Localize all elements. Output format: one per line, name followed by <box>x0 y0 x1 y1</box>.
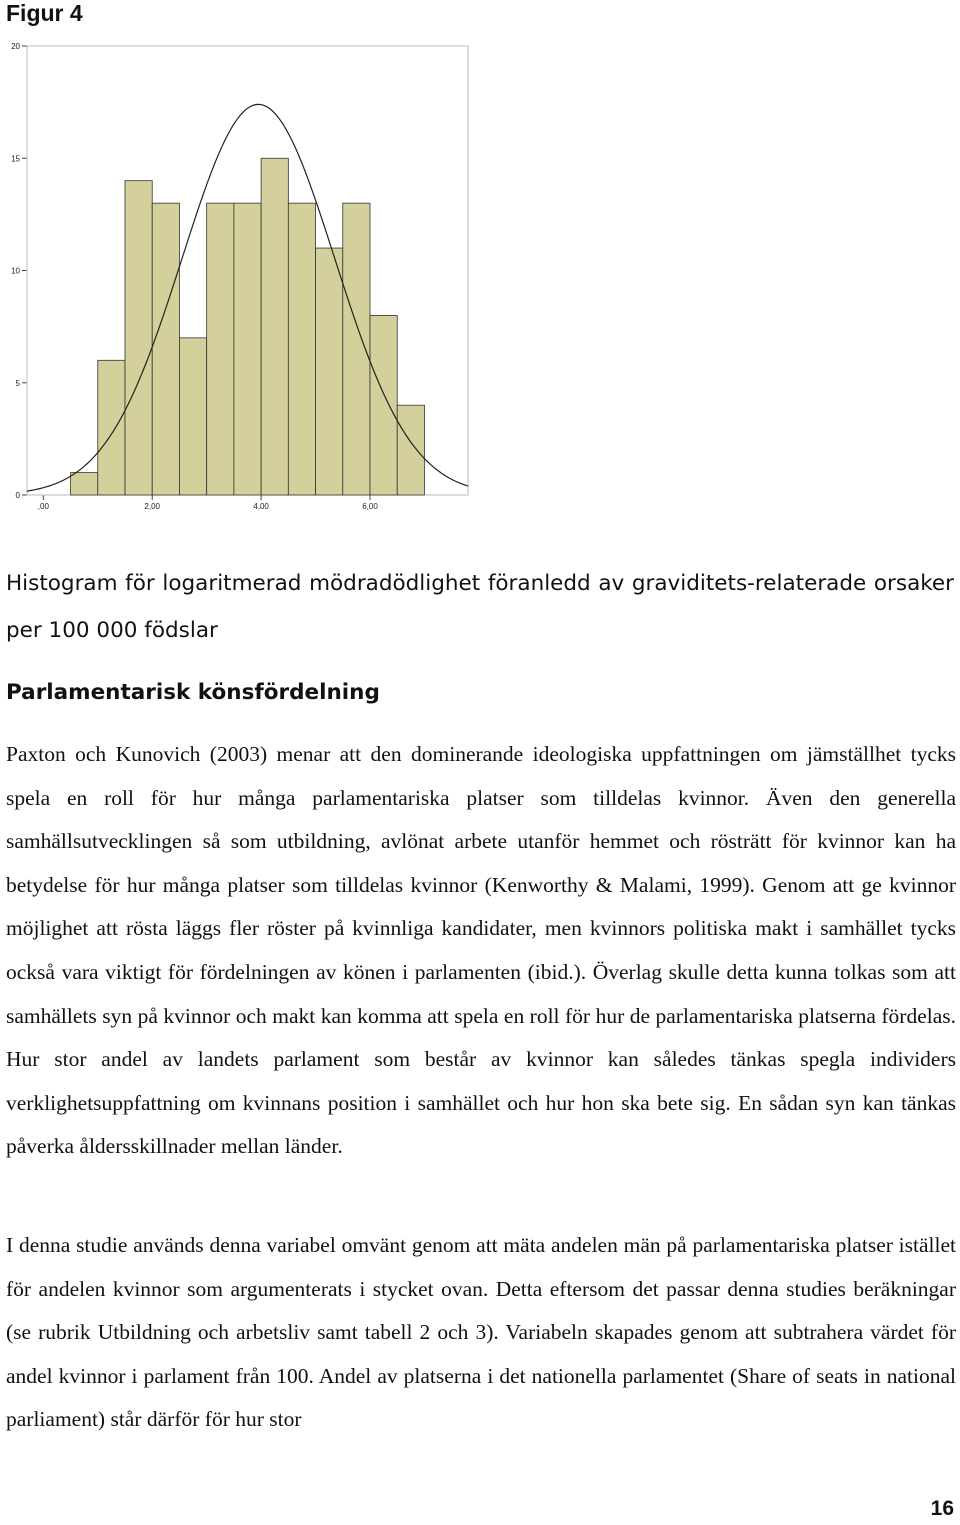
histogram-bar <box>179 338 206 495</box>
y-tick-label: 20 <box>11 42 20 51</box>
histogram-bar <box>370 315 397 495</box>
y-tick-label: 0 <box>15 491 20 500</box>
figure-caption: Histogram för logaritmerad mödradödlighet föranledd av graviditets-relaterade orsaker per 100 000 födslar <box>6 571 954 643</box>
y-tick-label: 10 <box>11 266 20 276</box>
histogram-bar <box>234 203 261 495</box>
x-tick-label: 4,00 <box>253 502 269 511</box>
histogram-bar <box>98 360 125 495</box>
histogram-bar <box>288 203 315 495</box>
histogram-bar <box>207 203 234 495</box>
histogram-bar <box>316 248 343 495</box>
histogram-bar <box>71 473 98 495</box>
body-paragraph: I denna studie används denna variabel omvänt genom att mäta andelen män på parlamentariska platser istället för andelen kvinnor som argumenterats i stycket ovan. Detta eftersom det passar denna studies beräkningar (se rubrik Utbildning och arbetsliv samt tabell 2 och 3). Variabeln skapades genom att subtrahera värdet för andel kvinnor i parlament från 100. Andel av platserna i det nationella parlamentet (Share of seats in national parliament) står därför för hur stor <box>6 1233 956 1432</box>
histogram-bar <box>261 158 288 495</box>
x-tick-label: 2,00 <box>144 502 161 511</box>
histogram-bar <box>397 405 424 495</box>
y-tick-label: 5 <box>15 378 20 388</box>
histogram-chart <box>0 40 480 520</box>
y-axis <box>11 42 27 500</box>
body-paragraph: Paxton och Kunovich (2003) menar att den dominerande ideologiska uppfattningen om jämställhet tycks spela en roll för hur många parlamentariska platser som tilldelas kvinnor. Även den generella samhällsutvecklingen så som utbildning, avlönat arbete utanför hemmet och rösträtt för kvinnor kan ha betydelse för hur många platser som tilldelas kvinnor (Kenworthy & Malami, 1999). Genom att ge kvinnor möjlighet att rösta läggs fler röster på kvinnliga kandidater, men kvinnors politiska makt i samhället tycks också vara viktigt för fördelningen av könen i parlamenten (ibid.). Överlag skulle detta kunna tolkas som att samhällets syn på kvinnor och makt kan komma att spela en roll för hur de parlamentariska platserna fördelas. Hur stor andel av landets parlament som består av kvinnor kan således tänkas spegla individers verklighetsuppfattning om kvinnans position i samhället och hur hon ska bete sig. En sådan syn kan tänkas påverka åldersskillnader mellan länder. <box>6 742 956 1159</box>
page-number: 16 <box>930 1497 954 1520</box>
histogram-bar <box>152 203 179 495</box>
x-tick-label: ,00 <box>37 502 49 511</box>
figure-heading: Figur 4 <box>6 0 83 26</box>
x-tick-label: 6,00 <box>362 502 378 511</box>
histogram-bar <box>125 181 152 495</box>
y-tick-label: 15 <box>11 154 20 164</box>
section-title: Parlamentarisk könsfördelning <box>6 680 380 705</box>
x-axis <box>27 495 468 511</box>
